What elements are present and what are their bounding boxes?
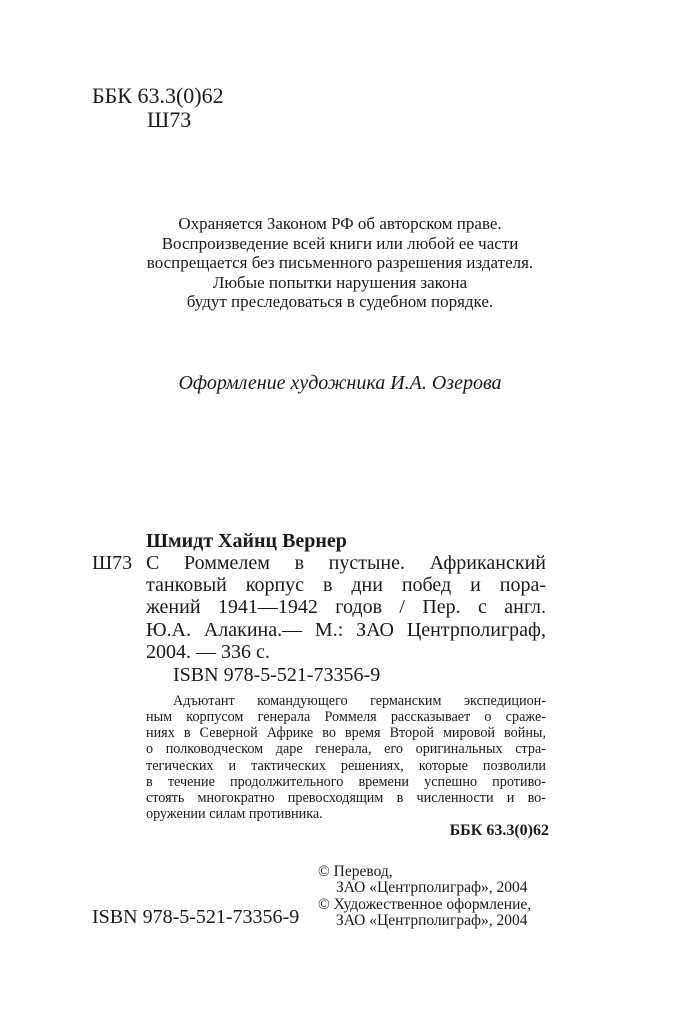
annotation-line: оружении силам противника.	[146, 806, 323, 823]
bib-line: 2004. — 336 с.	[146, 640, 270, 663]
isbn: ISBN 978-5-521-73356-9	[173, 664, 381, 686]
bibliographic-description	[146, 552, 546, 663]
annotation-line: в течение продолжительного времени успешно противо-	[146, 773, 546, 790]
copyright-line: © Перевод,	[318, 863, 393, 880]
annotation	[146, 693, 546, 822]
annotation-line: ным корпусом генерала Роммеля рассказывает о сраже-	[146, 709, 546, 726]
bib-line: жений 1941—1942 годов / Пер. с англ.	[146, 596, 546, 619]
copyright-notice	[60, 214, 620, 312]
annotation-line: ниях в Северной Африке во время Второй мировой войны,	[146, 725, 546, 742]
notice-line: воспрещается без письменного разрешения издателя.	[146, 253, 534, 272]
book-author: Шмидт Хайнц Вернер	[146, 530, 347, 552]
bib-line: С Роммелем в пустыне. Африканский	[146, 552, 546, 574]
annotation-line: тегических и тактических решениях, которые позволили	[146, 757, 546, 774]
bib-line: Ю.А. Алакина.— М.: ЗАО Центрполиграф,	[146, 618, 546, 641]
isbn-footer: ISBN 978-5-521-73356-9	[92, 906, 300, 928]
notice-line: Воспроизведение всей книги или любой ее части	[161, 233, 519, 253]
bibliographic-cipher: Ш73	[92, 552, 133, 574]
annotation-bbk: ББК 63.3(0)62	[449, 822, 549, 839]
copyright-block	[318, 864, 531, 930]
notice-line: Охраняется Законом РФ об авторском праве.	[178, 214, 502, 233]
annotation-line: стоять многократно превосходящим в численности и во-	[146, 789, 546, 806]
copyright-line: ЗАО «Центрполиграф», 2004	[336, 912, 528, 930]
copyright-line: © Художественное оформление,	[318, 895, 532, 913]
bib-line: танковый корпус в дни побед и пора-	[146, 574, 546, 597]
copyright-line: ЗАО «Центрполиграф», 2004	[336, 879, 528, 897]
annotation-line: о полководческом даре генерала, его оригинальных стра-	[146, 741, 546, 758]
notice-line: Любые попытки нарушения закона	[212, 272, 468, 292]
bbk-classification: ББК 63.3(0)62	[92, 83, 224, 108]
annotation-line: Адъютант командующего германским экспедицион-	[173, 693, 546, 709]
designer-credit: Оформление художника И.А. Озерова	[178, 372, 502, 394]
author-cipher: Ш73	[147, 107, 192, 132]
notice-line: будут преследоваться в судебном порядке.	[186, 292, 494, 311]
